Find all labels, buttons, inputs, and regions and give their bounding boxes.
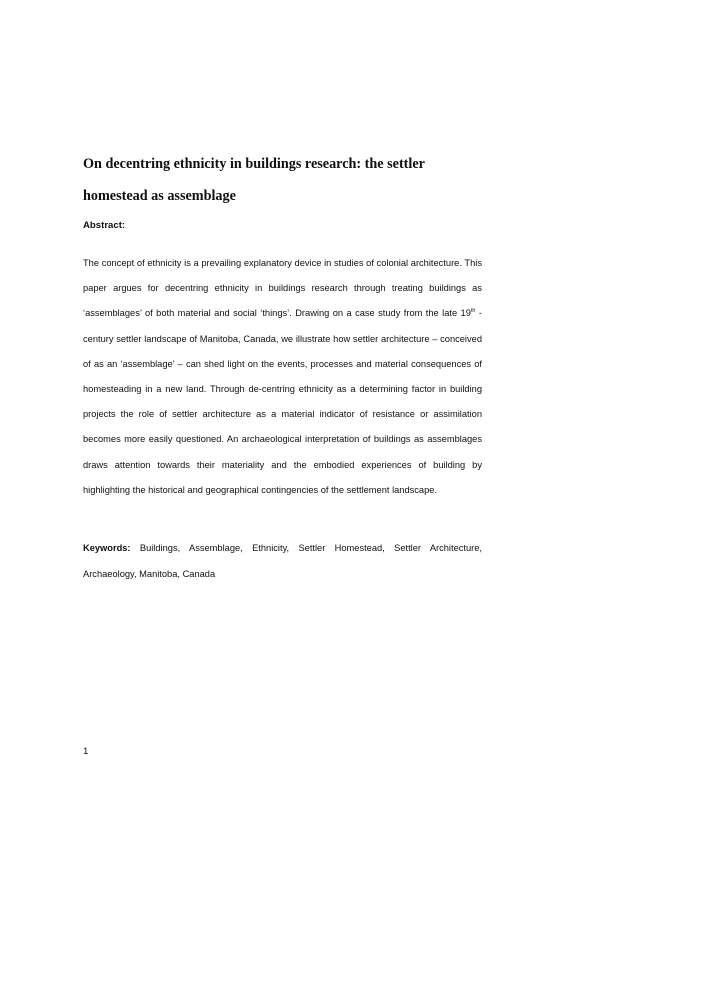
keywords-paragraph: [83, 536, 482, 588]
paper-title-line-2: homestead as assemblage: [83, 188, 236, 204]
abstract-heading: Abstract:: [83, 220, 126, 231]
abstract-body: [83, 251, 482, 503]
abstract-text-part-2: -century settler landscape of Manitoba, Canada, we illustrate how settler architecture – conceived of as an ‘assemblage’ – can shed light on the events, processes and material consequences of homesteading in a new land. Through de-centring ethnicity as a determining factor in building projects the role of settler architecture as a material indicator of resistance or assimilation becomes more easily questioned. An archaeological interpretation of buildings as assemblages draws attention towards their materiality and the embodied experiences of building by highlighting the historical and geographical contingencies of the settlement landscape.: [83, 308, 482, 495]
keywords-list: Buildings, Assemblage, Ethnicity, Settler Homestead, Settler Architecture, Archaeology, Manitoba, Canada: [83, 543, 482, 579]
page-number: 1: [83, 746, 89, 757]
keywords-label: Keywords:: [83, 543, 131, 553]
paper-title-line-1: On decentring ethnicity in buildings research: the settler: [83, 156, 425, 172]
abstract-text-part-1: The concept of ethnicity is a prevailing explanatory device in studies of colonial architecture. This paper argues for decentring ethnicity in buildings research through treating buildings as ‘assemblages’ of both material and social ‘things’. Drawing on a case study from the late 19: [83, 258, 482, 319]
ordinal-superscript: th: [470, 308, 476, 315]
